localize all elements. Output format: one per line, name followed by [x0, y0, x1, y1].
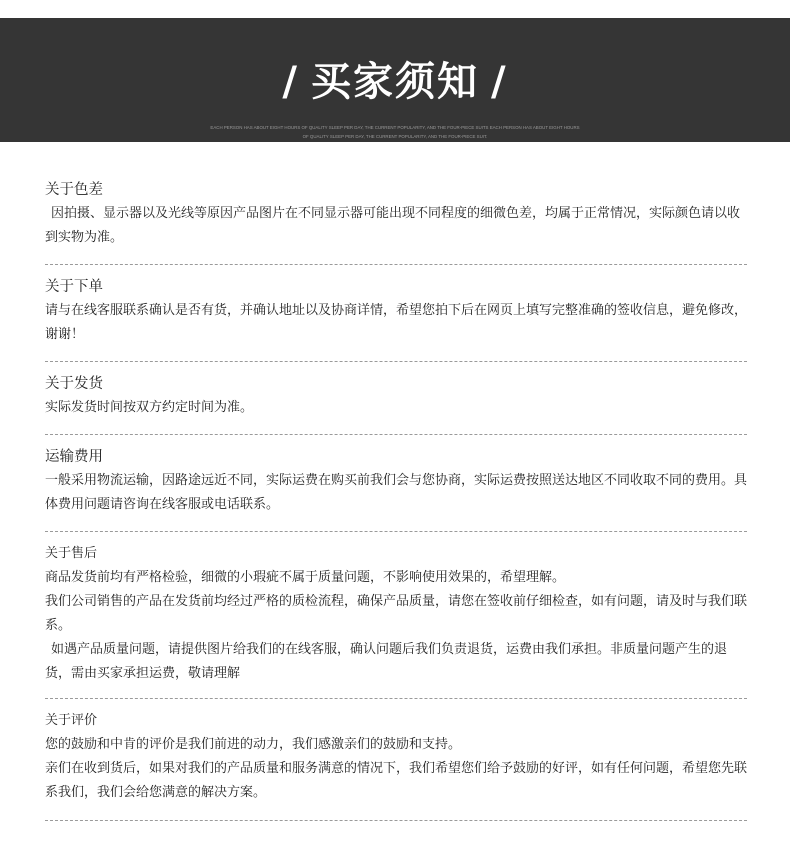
section-reviews: [45, 709, 747, 821]
section-paragraph: 如遇产品质量问题，请提供图片给我们的在线客服，确认问题后我们负责退货，运费由我们承担。非质量问题产生的退货，需由买家承担运费，敬请理解: [45, 642, 728, 681]
notice-content: [45, 178, 747, 831]
section-shipping: [45, 372, 747, 435]
section-title: 关于评价: [45, 713, 98, 728]
title-slash-left: /: [282, 59, 299, 105]
header-banner: [0, 18, 790, 142]
banner-title: [0, 58, 790, 106]
banner-subtitle-line1: EACH PERSON HAS ABOUT EIGHT HOURS OF QUALITY SLEEP PER DAY, THE CURRENT POPULARITY, AND THE FOUR-PIECE SUITS EACH PERSON HAS ABOUT EIGHT HOURS: [210, 125, 580, 130]
section-paragraph: 请与在线客服联系确认是否有货，并确认地址以及协商详情，希望您拍下后在网页上填写完整准确的签收信息，避免修改，谢谢！: [45, 303, 748, 342]
title-slash-right: /: [491, 59, 508, 105]
section-title: 关于色差: [45, 182, 103, 198]
section-paragraph: 因拍摄、显示器以及光线等原因产品图片在不同显示器可能出现不同程度的细微色差，均属于正常情况，实际颜色请以收到实物为准。: [45, 206, 741, 245]
section-paragraph: 实际发货时间按双方约定时间为准。: [45, 400, 254, 415]
section-color-difference: [45, 178, 747, 265]
section-paragraph: 亲们在收到货后，如果对我们的产品质量和服务满意的情况下，我们希望您们给予鼓励的好评，如有任何问题，希望您先联系我们，我们会给您满意的解决方案。: [45, 761, 748, 800]
section-paragraph: 我们公司销售的产品在发货前均经过严格的质检流程，确保产品质量，请您在签收前仔细检查，如有问题，请及时与我们联系。: [45, 594, 748, 633]
section-paragraph: 一般采用物流运输，因路途远近不同，实际运费在购买前我们会与您协商，实际运费按照送达地区不同收取不同的费用。具体费用问题请咨询在线客服或电话联系。: [45, 473, 748, 512]
banner-subtitle-line2: OF QUALITY SLEEP PER DAY, THE CURRENT POPULARITY, AND THE FOUR-PIECE SUIT.: [302, 134, 488, 139]
section-ordering: [45, 275, 747, 362]
section-paragraph: 您的鼓励和中肯的评价是我们前进的动力，我们感激亲们的鼓励和支持。: [45, 737, 462, 752]
section-title: 关于下单: [45, 279, 103, 295]
section-after-sales: [45, 542, 747, 699]
section-title: 关于发货: [45, 376, 103, 392]
section-title: 运输费用: [45, 449, 103, 465]
section-title: 关于售后: [45, 546, 98, 561]
title-text: 买家须知: [311, 59, 479, 105]
section-paragraph: 商品发货前均有严格检验，细微的小瑕疵不属于质量问题，不影响使用效果的，希望理解。: [45, 570, 566, 585]
section-freight: [45, 445, 747, 532]
